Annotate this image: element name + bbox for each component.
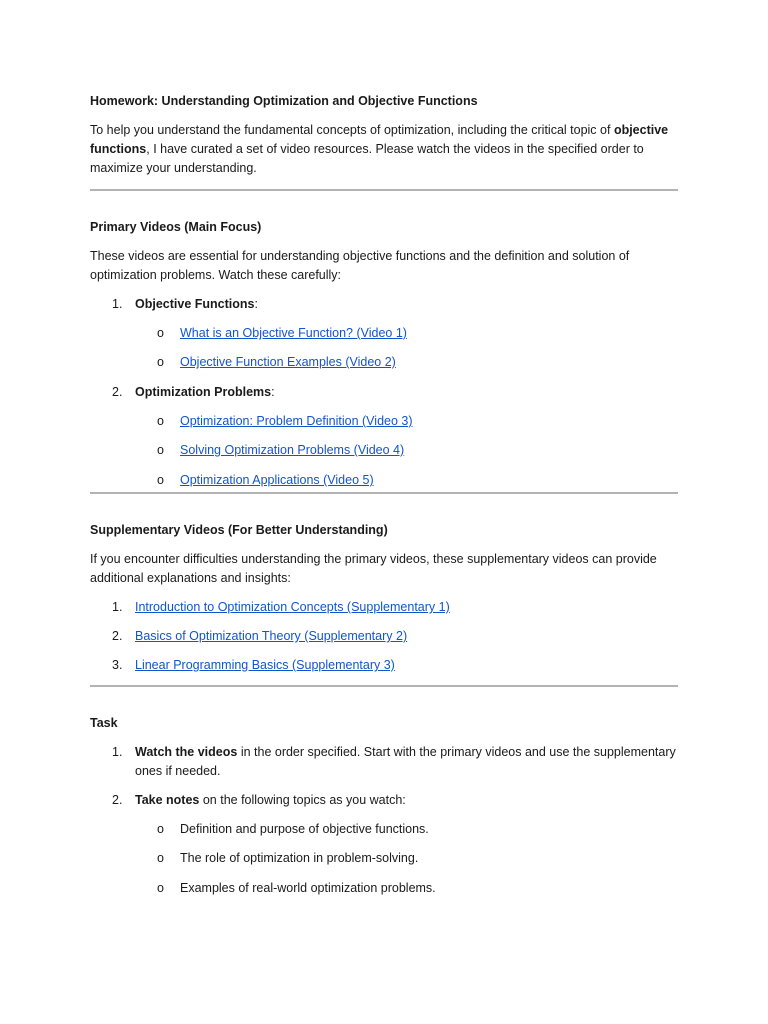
task-text: on the following topics as you watch: [199, 793, 406, 807]
supplementary-list [90, 598, 678, 675]
task-heading: Task [90, 716, 118, 730]
primary-heading: Primary Videos (Main Focus) [90, 220, 262, 234]
intro-bold-term: objective functions [90, 123, 669, 156]
group-label: Optimization Problems [135, 385, 272, 399]
optimization-problems-links [135, 412, 678, 490]
list-number: 2. [112, 793, 123, 807]
group-label-suffix: : [254, 297, 258, 311]
section-divider [90, 685, 678, 687]
task-list [90, 743, 678, 810]
list-item [135, 879, 678, 898]
intro-text-start: To help you understand the fundamental concepts of optimization, including the critical topic of [90, 123, 614, 137]
section-divider [90, 492, 678, 494]
list-item [90, 598, 678, 617]
list-item [135, 471, 678, 490]
document-page [90, 92, 678, 898]
topic-text: Examples of real-world optimization problems. [180, 881, 436, 895]
task-item-notes [90, 791, 678, 810]
supplementary-link-1[interactable]: Introduction to Optimization Concepts (Supplementary 1) [135, 600, 450, 614]
group-label: Objective Functions [135, 297, 255, 311]
list-item [135, 820, 678, 839]
intro-paragraph [90, 121, 678, 178]
task-bold-text: Take notes [135, 793, 200, 807]
supplementary-link-2[interactable]: Basics of Optimization Theory (Supplementary 2) [135, 629, 408, 643]
video-link-3[interactable]: Optimization: Problem Definition (Video 3) [180, 414, 413, 428]
list-item [135, 324, 678, 343]
bullet-marker: o [157, 355, 164, 369]
task-item-watch [90, 743, 678, 781]
primary-description: These videos are essential for understanding objective functions and the definition and solution of optimization problems. Watch these carefully: [90, 249, 630, 282]
list-item [135, 412, 678, 431]
list-number: 3. [112, 658, 123, 672]
primary-group-optimization-problems [90, 383, 678, 402]
topic-text: Definition and purpose of objective functions. [180, 822, 429, 836]
list-number: 1. [112, 297, 123, 311]
objective-functions-links [135, 324, 678, 372]
video-link-2[interactable]: Objective Function Examples (Video 2) [180, 355, 396, 369]
primary-list [90, 295, 678, 314]
task-bold-text: Watch the videos [135, 745, 238, 759]
list-number: 1. [112, 600, 123, 614]
primary-group-objective-functions [90, 295, 678, 314]
bullet-marker: o [157, 851, 164, 865]
supplementary-description: If you encounter difficulties understanding the primary videos, these supplementary videos can provide additional explanations and insights: [90, 552, 657, 585]
bullet-marker: o [157, 443, 164, 457]
video-link-5[interactable]: Optimization Applications (Video 5) [180, 473, 374, 487]
supplementary-heading: Supplementary Videos (For Better Understanding) [90, 523, 388, 537]
video-link-4[interactable]: Solving Optimization Problems (Video 4) [180, 443, 405, 457]
bullet-marker: o [157, 822, 164, 836]
intro-text-end: , I have curated a set of video resources. Please watch the videos in the specified order to maximize your understanding. [90, 142, 644, 175]
list-item [135, 353, 678, 372]
list-item [90, 656, 678, 675]
section-divider [90, 189, 678, 191]
bullet-marker: o [157, 326, 164, 340]
topic-text: The role of optimization in problem-solving. [180, 851, 419, 865]
list-number: 2. [112, 385, 123, 399]
list-number: 2. [112, 629, 123, 643]
video-link-1[interactable]: What is an Objective Function? (Video 1) [180, 326, 407, 340]
task-text: in the order specified. Start with the primary videos and use the supplementary ones if needed. [135, 745, 676, 778]
bullet-marker: o [157, 473, 164, 487]
list-item [90, 627, 678, 646]
notes-topics [135, 820, 678, 898]
bullet-marker: o [157, 414, 164, 428]
group-label-suffix: : [271, 385, 275, 399]
list-item [135, 441, 678, 460]
document-title: Homework: Understanding Optimization and Objective Functions [90, 94, 478, 108]
primary-list-continued [90, 383, 678, 402]
bullet-marker: o [157, 881, 164, 895]
list-item [135, 849, 678, 868]
supplementary-link-3[interactable]: Linear Programming Basics (Supplementary 3) [135, 658, 395, 672]
list-number: 1. [112, 745, 123, 759]
